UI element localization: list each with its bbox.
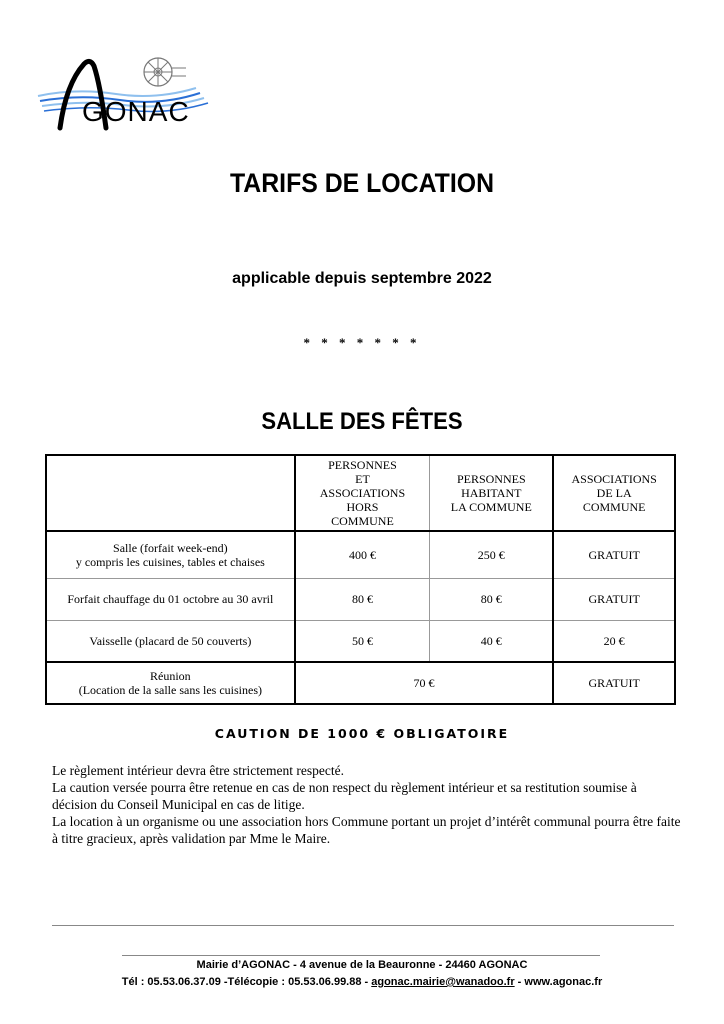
divider [52,925,674,926]
water-wheel-icon [144,58,186,86]
cell-habitant: 250 € [430,531,554,578]
footer-contact [0,976,724,988]
row-label: Salle (forfait week-end) y compris les cuisines, tables et chaises [46,531,295,578]
row-label: Réunion (Location de la salle sans les cuisines) [46,662,295,704]
table-header-row [46,455,675,531]
footer-website[interactable]: - www.agonac.fr [514,976,603,988]
cell-associations: GRATUIT [553,578,675,620]
page-title: TARIFS DE LOCATION [229,168,495,198]
header-habitant: PERSONNES HABITANT LA COMMUNE [430,455,554,531]
header-hors-commune: PERSONNES ET ASSOCIATIONS HORS COMMUNE [295,455,430,531]
header-associations: ASSOCIATIONS DE LA COMMUNE [553,455,675,531]
cell-hors: 80 € [295,578,430,620]
table-row [46,620,675,662]
cell-merged: 70 € [295,662,554,704]
cell-hors: 400 € [295,531,430,578]
section-title: SALLE DES FÊTES [261,408,463,435]
table-row [46,662,675,704]
footer-address: Mairie d’AGONAC - 4 avenue de la Beauronne - 24460 AGONAC [196,959,528,971]
page-subtitle: applicable depuis septembre 2022 [232,270,492,287]
separator: * * * * * * * [303,335,421,350]
paragraph: La caution versée pourra être retenue en cas de non respect du règlement intérieur et sa restitution soumise à décision du Conseil Municipal en cas de litige. [52,780,637,812]
table-row [46,578,675,620]
cell-associations: GRATUIT [553,531,675,578]
footer-divider [122,955,600,956]
header-empty [46,455,295,531]
logo-text: GONAC [82,96,190,127]
caution-notice: CAUTION DE 1000 € OBLIGATOIRE [214,726,510,741]
paragraph: Le règlement intérieur devra être strictement respecté. [52,763,344,778]
footer-phone: Tél : 05.53.06.37.09 -Télécopie : 05.53.06.99.88 - [121,976,372,988]
rules-text [52,762,682,847]
cell-associations: 20 € [553,620,675,662]
paragraph: La location à un organisme ou une association hors Commune portant un projet d’intérêt communal pourra être faite à titre gracieux, après validation par Mme le Maire. [52,814,681,846]
cell-habitant: 40 € [430,620,554,662]
footer-email-link[interactable]: agonac.mairie@wanadoo.fr [371,976,515,988]
row-label: Vaisselle (placard de 50 couverts) [46,620,295,662]
cell-habitant: 80 € [430,578,554,620]
cell-hors: 50 € [295,620,430,662]
cell-associations: GRATUIT [553,662,675,704]
agonac-logo [36,44,236,140]
row-label: Forfait chauffage du 01 octobre au 30 avril [46,578,295,620]
table-row [46,531,675,578]
tarifs-table [45,454,676,705]
